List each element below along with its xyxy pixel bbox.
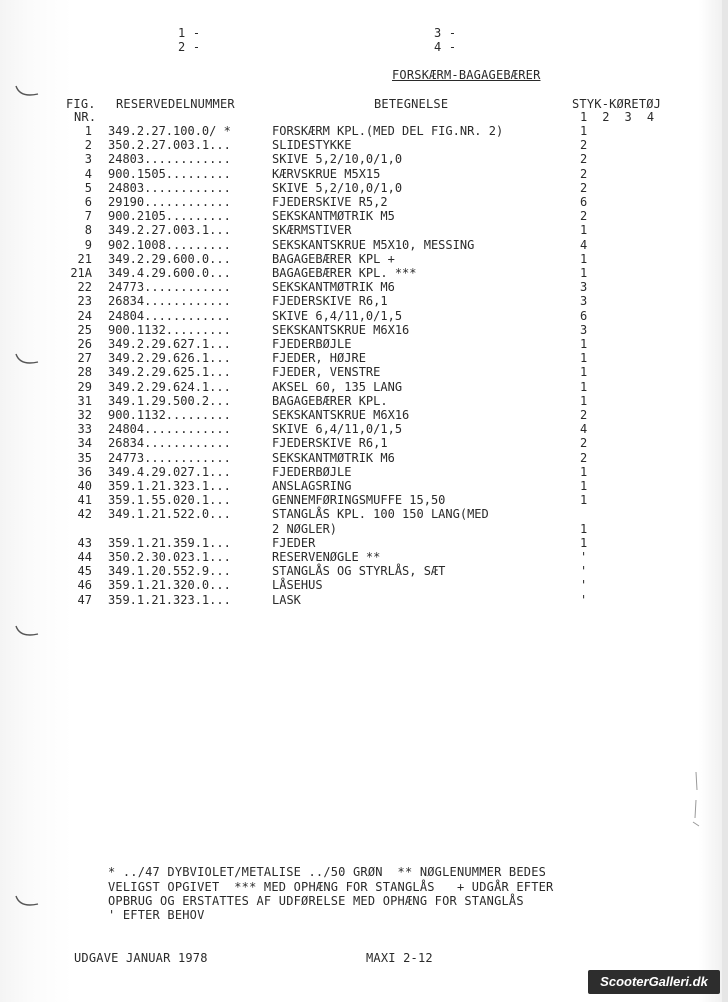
header-part-number: RESERVEDELNUMMER bbox=[116, 97, 235, 111]
part-description: LÅSEHUS bbox=[272, 578, 323, 593]
table-row bbox=[0, 138, 728, 152]
part-number: 359.1.21.320.0... bbox=[108, 578, 231, 593]
fig-number: 26 bbox=[77, 337, 92, 351]
fig-number: 40 bbox=[77, 479, 92, 493]
part-description: LASK bbox=[272, 592, 301, 607]
table-row bbox=[0, 422, 728, 436]
quantity: ' bbox=[580, 592, 588, 607]
part-description: SEKSKANTMØTRIK M6 bbox=[272, 450, 395, 465]
header-description: BETEGNELSE bbox=[374, 97, 449, 111]
fig-number: 6 bbox=[84, 195, 92, 209]
table-row bbox=[0, 181, 728, 195]
quantity: 2 bbox=[580, 209, 588, 224]
part-description: GENNEMFØRINGSMUFFE 15,50 bbox=[272, 493, 446, 508]
fig-number: 28 bbox=[77, 365, 92, 380]
quantity: 1 bbox=[580, 124, 588, 138]
part-description: STANGLÅS OG STYRLÅS, SÆT bbox=[272, 564, 446, 579]
part-number: 349.4.29.027.1... bbox=[108, 464, 231, 479]
table-row bbox=[0, 280, 728, 294]
part-number: 359.1.55.020.1... bbox=[108, 493, 231, 508]
table-row bbox=[0, 578, 728, 592]
page-ref-left-top: 1 - bbox=[178, 26, 201, 40]
fig-number: 32 bbox=[77, 408, 92, 422]
part-description: SEKSKANTMØTRIK M5 bbox=[272, 209, 395, 224]
part-number: 349.2.29.626.1... bbox=[108, 351, 231, 366]
table-row bbox=[0, 223, 728, 237]
table-row bbox=[0, 351, 728, 365]
part-description: SKIVE 6,4/11,0/1,5 bbox=[272, 422, 403, 437]
part-description: FORSKÆRM KPL.(MED DEL FIG.NR. 2) bbox=[272, 124, 504, 138]
fig-number: 23 bbox=[77, 294, 92, 309]
quantity: 3 bbox=[580, 322, 588, 337]
fig-number: 9 bbox=[84, 237, 92, 252]
part-number: 900.1505......... bbox=[108, 166, 231, 181]
part-number: 349.2.29.624.1... bbox=[108, 379, 231, 394]
table-row bbox=[0, 436, 728, 450]
table-row bbox=[0, 294, 728, 308]
fig-number: 1 bbox=[84, 124, 92, 138]
footnote-line: VELIGST OPGIVET *** MED OPHÆNG FOR STANGLÅS + UDGÅR EFTER bbox=[108, 880, 554, 894]
part-description: FJEDERSKIVE R6,1 bbox=[272, 294, 388, 309]
quantity: ' bbox=[580, 564, 588, 579]
part-number: 900.1132......... bbox=[108, 322, 231, 337]
table-row bbox=[0, 493, 728, 507]
table-row bbox=[0, 337, 728, 351]
quantity: ' bbox=[580, 550, 588, 564]
table-row bbox=[0, 152, 728, 166]
part-number: 349.1.20.552.9... bbox=[108, 564, 231, 579]
quantity: 1 bbox=[580, 379, 588, 394]
table-row bbox=[0, 238, 728, 252]
part-number: 24803............ bbox=[108, 152, 231, 167]
table-row bbox=[0, 266, 728, 280]
quantity: 1 bbox=[580, 521, 588, 536]
fig-number: 5 bbox=[84, 180, 92, 195]
table-row bbox=[0, 380, 728, 394]
page-ref-right-bottom: 4 - bbox=[434, 40, 457, 54]
part-number: 349.2.29.627.1... bbox=[108, 337, 231, 351]
quantity: 1 bbox=[580, 535, 588, 550]
table-row bbox=[0, 394, 728, 408]
part-number: 24773............ bbox=[108, 450, 231, 465]
part-description: FJEDER, HØJRE bbox=[272, 351, 366, 366]
quantity: 4 bbox=[580, 237, 588, 252]
table-row bbox=[0, 451, 728, 465]
part-description: BAGAGEBÆRER KPL + bbox=[272, 251, 395, 266]
quantity: 2 bbox=[580, 450, 588, 465]
fig-number: 46 bbox=[77, 578, 92, 593]
fig-number: 47 bbox=[77, 592, 92, 607]
part-description: SKIVE 6,4/11,0/1,5 bbox=[272, 308, 403, 323]
quantity: 1 bbox=[580, 223, 588, 238]
quantity: 2 bbox=[580, 152, 588, 167]
part-number: 900.2105......... bbox=[108, 209, 231, 224]
part-number: 359.1.21.359.1... bbox=[108, 535, 231, 550]
table-row bbox=[0, 309, 728, 323]
part-number: 359.1.21.323.1... bbox=[108, 592, 231, 607]
table-row bbox=[0, 252, 728, 266]
part-description: SEKSKANTSKRUE M6X16 bbox=[272, 322, 410, 337]
part-number: 349.2.27.003.1... bbox=[108, 223, 231, 238]
watermark-badge: ScooterGalleri.dk bbox=[588, 970, 720, 994]
part-number: 349.2.27.100.0/ * bbox=[108, 124, 231, 138]
part-description: AKSEL 60, 135 LANG bbox=[272, 379, 403, 394]
table-row bbox=[0, 536, 728, 550]
part-number: 24803............ bbox=[108, 180, 231, 195]
fig-number: 7 bbox=[84, 209, 92, 224]
fig-number: 36 bbox=[77, 464, 92, 479]
fig-number: 4 bbox=[84, 166, 92, 181]
quantity: 1 bbox=[580, 251, 588, 266]
table-row bbox=[0, 550, 728, 564]
quantity: 2 bbox=[580, 166, 588, 181]
part-description: SKIVE 5,2/10,0/1,0 bbox=[272, 152, 403, 167]
quantity: 1 bbox=[580, 351, 588, 366]
part-description: 2 NØGLER) bbox=[272, 521, 338, 536]
edition-label: UDGAVE JANUAR 1978 bbox=[74, 951, 208, 965]
part-number: 29190............ bbox=[108, 195, 231, 209]
quantity: 1 bbox=[580, 393, 588, 408]
quantity: 2 bbox=[580, 138, 588, 153]
fig-number: 22 bbox=[77, 280, 92, 295]
part-description: STANGLÅS KPL. 100 150 LANG(MED bbox=[272, 507, 489, 522]
model-label: MAXI 2-12 bbox=[366, 951, 433, 965]
part-description: KÆRVSKRUE M5X15 bbox=[272, 166, 381, 181]
fig-number: 29 bbox=[77, 379, 92, 394]
part-number: 24773............ bbox=[108, 280, 231, 295]
part-number: 26834............ bbox=[108, 436, 231, 451]
part-description: SEKSKANTMØTRIK M6 bbox=[272, 280, 395, 295]
punch-hole-icon bbox=[14, 890, 40, 910]
header-fig: FIG. bbox=[66, 97, 96, 111]
table-row bbox=[0, 564, 728, 578]
part-number: 359.1.21.323.1... bbox=[108, 479, 231, 493]
table-row bbox=[0, 209, 728, 223]
quantity: 1 bbox=[580, 337, 588, 351]
quantity: 1 bbox=[580, 365, 588, 380]
page-ref-right-top: 3 - bbox=[434, 26, 457, 40]
fig-number: 41 bbox=[77, 493, 92, 508]
fig-number: 25 bbox=[77, 322, 92, 337]
fig-number: 44 bbox=[77, 550, 92, 564]
part-number: 26834............ bbox=[108, 294, 231, 309]
fig-number: 24 bbox=[77, 308, 92, 323]
header-quantity: STYK-KØRETØJ bbox=[572, 97, 662, 111]
fig-number: 34 bbox=[77, 436, 92, 451]
part-description: FJEDERBØJLE bbox=[272, 337, 352, 351]
header-fig-nr: NR. bbox=[74, 110, 97, 124]
part-number: 349.2.29.625.1... bbox=[108, 365, 231, 380]
part-number: 902.1008......... bbox=[108, 237, 231, 252]
table-row bbox=[0, 408, 728, 422]
table-row bbox=[0, 167, 728, 181]
quantity: 1 bbox=[580, 266, 588, 280]
quantity: 1 bbox=[580, 479, 588, 493]
table-row bbox=[0, 195, 728, 209]
fig-number: 2 bbox=[84, 138, 92, 153]
punch-hole-icon bbox=[14, 80, 40, 100]
pencil-mark-icon bbox=[690, 770, 702, 830]
part-description: FJEDERSKIVE R6,1 bbox=[272, 436, 388, 451]
page-ref-left-bottom: 2 - bbox=[178, 40, 201, 54]
page-title: FORSKÆRM-BAGAGEBÆRER bbox=[392, 68, 541, 82]
fig-number: 27 bbox=[77, 351, 92, 366]
part-description: SLIDESTYKKE bbox=[272, 138, 352, 153]
table-row bbox=[0, 365, 728, 379]
part-description: SEKSKANTSKRUE M6X16 bbox=[272, 408, 410, 422]
quantity: 3 bbox=[580, 294, 588, 309]
quantity: 1 bbox=[580, 493, 588, 508]
quantity: 1 bbox=[580, 464, 588, 479]
quantity: 4 bbox=[580, 422, 588, 437]
part-number: 349.2.29.600.0... bbox=[108, 251, 231, 266]
table-row bbox=[0, 124, 728, 138]
part-description: SKIVE 5,2/10,0/1,0 bbox=[272, 180, 403, 195]
fig-number: 21 bbox=[77, 251, 92, 266]
fig-number: 3 bbox=[84, 152, 92, 167]
part-number: 349.1.29.500.2... bbox=[108, 393, 231, 408]
part-number: 349.1.21.522.0... bbox=[108, 507, 231, 522]
part-description: SEKSKANTSKRUE M5X10, MESSING bbox=[272, 237, 475, 252]
part-description: FJEDERSKIVE R5,2 bbox=[272, 195, 388, 209]
fig-number: 35 bbox=[77, 450, 92, 465]
footnote-line: ' EFTER BEHOV bbox=[108, 908, 205, 922]
quantity: ' bbox=[580, 578, 588, 593]
quantity: 2 bbox=[580, 180, 588, 195]
footnote-line: * ../47 DYBVIOLET/METALISE ../50 GRØN ** NØGLENUMMER BEDES bbox=[108, 865, 547, 879]
part-number: 24804............ bbox=[108, 422, 231, 437]
part-number: 350.2.27.003.1... bbox=[108, 138, 231, 153]
table-row bbox=[0, 479, 728, 493]
fig-number: 31 bbox=[77, 393, 92, 408]
part-description: FJEDER, VENSTRE bbox=[272, 365, 381, 380]
quantity: 6 bbox=[580, 195, 588, 209]
part-number: 349.4.29.600.0... bbox=[108, 266, 231, 280]
table-row bbox=[0, 522, 728, 536]
part-description: RESERVENØGLE ** bbox=[272, 550, 381, 564]
table-row bbox=[0, 323, 728, 337]
part-number: 900.1132......... bbox=[108, 408, 231, 422]
punch-hole-icon bbox=[14, 620, 40, 640]
part-number: 350.2.30.023.1... bbox=[108, 550, 231, 564]
part-number: 24804............ bbox=[108, 308, 231, 323]
fig-number: 43 bbox=[77, 535, 92, 550]
fig-number: 33 bbox=[77, 422, 92, 437]
table-row bbox=[0, 465, 728, 479]
quantity: 6 bbox=[580, 308, 588, 323]
part-description: BAGAGEBÆRER KPL. bbox=[272, 393, 388, 408]
fig-number: 45 bbox=[77, 564, 92, 579]
part-description: FJEDER bbox=[272, 535, 316, 550]
quantity: 2 bbox=[580, 436, 588, 451]
footnote-line: OPBRUG OG ERSTATTES AF UDFØRELSE MED OPHÆNG FOR STANGLÅS bbox=[108, 894, 524, 908]
table-row bbox=[0, 593, 728, 607]
quantity: 3 bbox=[580, 280, 588, 295]
part-description: SKÆRMSTIVER bbox=[272, 223, 352, 238]
table-row bbox=[0, 507, 728, 521]
fig-number: 21A bbox=[70, 266, 92, 280]
header-vehicle-columns: 1 2 3 4 bbox=[580, 110, 655, 124]
part-description: ANSLAGSRING bbox=[272, 479, 352, 493]
fig-number: 8 bbox=[84, 223, 92, 238]
part-description: BAGAGEBÆRER KPL. *** bbox=[272, 266, 417, 280]
quantity: 2 bbox=[580, 408, 588, 422]
part-description: FJEDERBØJLE bbox=[272, 464, 352, 479]
fig-number: 42 bbox=[77, 507, 92, 522]
